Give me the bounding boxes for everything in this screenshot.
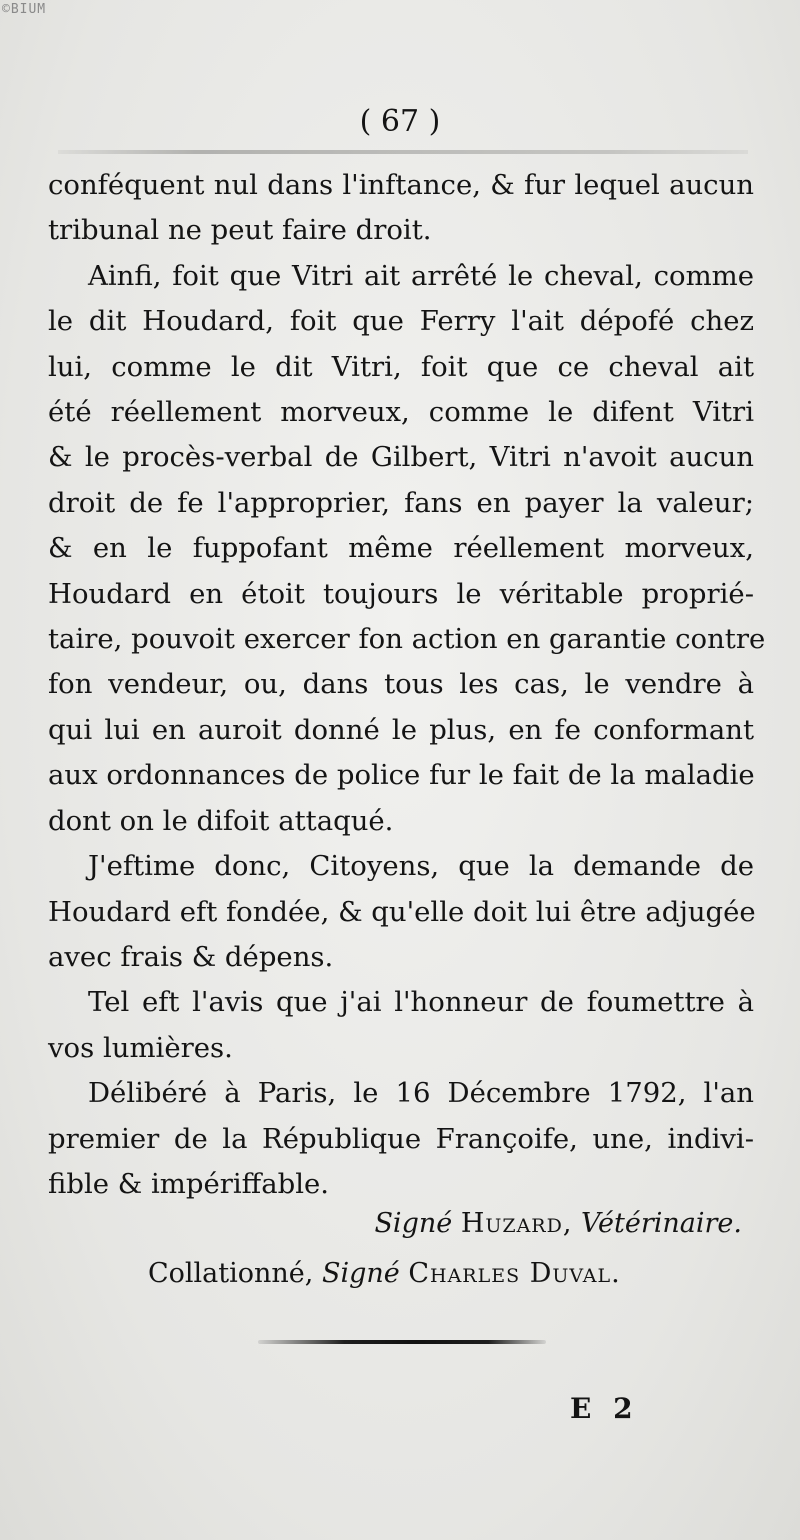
text-line: J'eftime donc, Citoyens, que la demande de [88,850,754,883]
text-line: & en le fuppofant même réellement morveux, [48,532,754,565]
text-line: été réellement morveux, comme le difent Vitri [48,396,754,429]
watermark: ©BIUM [2,2,47,17]
collation-name: Charles Duval. [408,1258,621,1289]
text-line: taire, pouvoit exercer fon action en garantie contre [48,623,766,656]
body-text [48,163,766,1207]
text-line: Ainfi, foit que Vitri ait arrêté le cheval, comme [88,259,754,292]
signature-prefix: Signé [374,1208,453,1239]
signatory-name: Huzard, [460,1208,573,1239]
text-line: Houdard eft fondée, & qu'elle doit lui être adjugée [48,895,756,928]
text-line: lui, comme le dit Vitri, foit que ce cheval ait [48,350,754,383]
end-rule [258,1340,546,1344]
collation-line [148,1258,621,1289]
text-line: droit de fe l'approprier, fans en payer la valeur; [48,486,754,519]
text-line: le dit Houdard, foit que Ferry l'ait dépofé chez [48,305,754,338]
signature-mark: E 2 [570,1392,639,1425]
text-line: aux ordonnances de police fur le fait de la maladie [48,759,755,792]
text-line: fible & impériffable. [48,1167,330,1200]
text-line: tribunal ne peut faire droit. [48,214,432,247]
text-line: & le procès-verbal de Gilbert, Vitri n'avoit aucun [48,441,754,474]
text-line: vos lumières. [48,1031,233,1064]
signature-line [374,1208,742,1239]
text-line: dont on le difoit attaqué. [48,804,394,837]
collation-prefix: Signé [321,1258,400,1289]
collation-label: Collationné, [148,1258,314,1289]
page-number: ( 67 ) [359,104,441,139]
text-line: qui lui en auroit donné le plus, en fe conformant [48,713,754,746]
signatory-title: Vétérinaire. [581,1208,742,1239]
header-rule [58,150,748,154]
text-line: Délibéré à Paris, le 16 Décembre 1792, l'an [88,1077,754,1110]
text-line: Tel eft l'avis que j'ai l'honneur de foumettre à [88,986,754,1019]
text-line: premier de la République Françoife, une, indivi- [48,1122,754,1155]
text-line: avec frais & dépens. [48,940,334,973]
text-line: conféquent nul dans l'inftance, & fur lequel aucun [48,169,754,201]
text-line: Houdard en étoit toujours le véritable proprié- [48,577,754,610]
text-line: fon vendeur, ou, dans tous les cas, le vendre à [48,668,754,701]
